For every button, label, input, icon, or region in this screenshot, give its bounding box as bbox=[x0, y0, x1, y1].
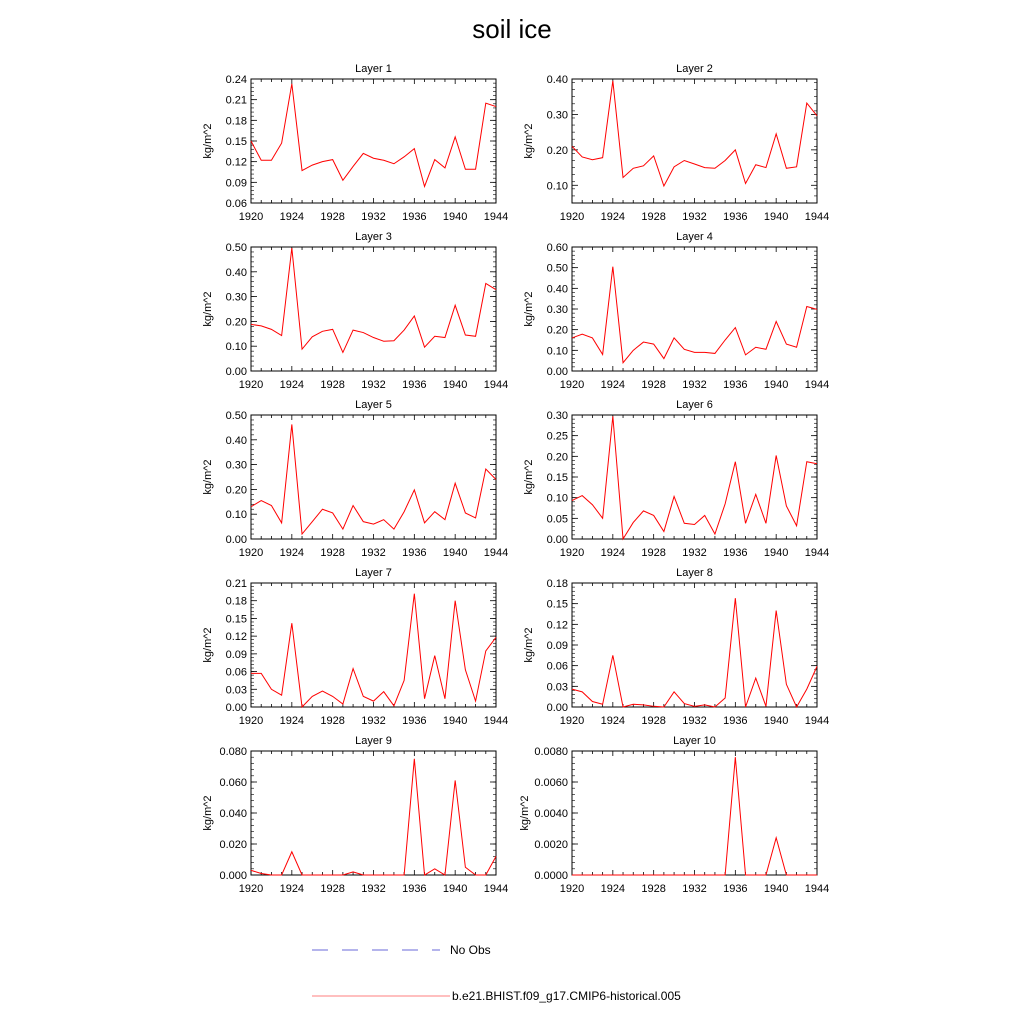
layer-5-xtick-label: 1932 bbox=[361, 547, 386, 559]
layer-4-ytick-label: 0.50 bbox=[546, 262, 568, 275]
layer-8-xtick-label: 1932 bbox=[682, 715, 707, 727]
layer-1-xtick-label: 1928 bbox=[320, 211, 345, 223]
layer-1-frame bbox=[251, 79, 496, 203]
layer-6-ytick-label: 0.00 bbox=[546, 534, 568, 546]
layer-6-ytick-label: 0.20 bbox=[546, 451, 568, 464]
layer-7-ytick-label: 0.00 bbox=[225, 702, 247, 714]
layer-8-xtick-label: 1940 bbox=[763, 715, 789, 727]
layer-4-series-line bbox=[572, 267, 817, 363]
layer-5-ytick-label: 0.10 bbox=[225, 509, 247, 522]
layer-10-ytick-label: 0.0060 bbox=[534, 777, 568, 789]
layer-8-frame bbox=[572, 583, 817, 707]
layer-1-title: Layer 1 bbox=[355, 63, 392, 75]
layer-8-title: Layer 8 bbox=[676, 567, 713, 579]
layer-3-xtick-label: 1920 bbox=[238, 379, 264, 391]
layer-7-ytick-label: 0.12 bbox=[225, 631, 247, 644]
layer-3-xtick-label: 1940 bbox=[442, 379, 468, 391]
layer-3-xtick-label: 1928 bbox=[320, 379, 345, 391]
layer-5-series-line bbox=[251, 424, 496, 534]
layer-7-ytick-label: 0.09 bbox=[225, 648, 247, 661]
layer-10-chart bbox=[519, 735, 829, 895]
layer-2-xtick-label: 1924 bbox=[600, 211, 626, 223]
layer-2-ytick-label: 0.30 bbox=[546, 109, 568, 122]
layer-4-xtick-label: 1936 bbox=[723, 379, 748, 391]
layer-7-xtick-label: 1928 bbox=[320, 715, 345, 727]
layer-5-ytick-label: 0.50 bbox=[225, 410, 247, 422]
layer-10-xtick-label: 1928 bbox=[641, 883, 666, 895]
layer-8-ytick-label: 0.15 bbox=[546, 598, 568, 611]
layer-8-xtick-label: 1944 bbox=[804, 715, 830, 727]
layer-10-xtick-label: 1932 bbox=[682, 883, 707, 895]
layer-3-xtick-label: 1944 bbox=[483, 379, 509, 391]
layer-5-xtick-label: 1944 bbox=[483, 547, 509, 559]
layer-7-xtick-label: 1944 bbox=[483, 715, 509, 727]
layer-6-ytick-label: 0.30 bbox=[546, 410, 568, 422]
layer-10-xtick-label: 1936 bbox=[723, 883, 748, 895]
layer-5-ytick-label: 0.20 bbox=[225, 484, 247, 497]
layer-6-title: Layer 6 bbox=[676, 399, 713, 411]
layer-8-xtick-label: 1924 bbox=[600, 715, 626, 727]
layer-7-ytick-label: 0.06 bbox=[225, 666, 247, 679]
layer-3-chart bbox=[202, 231, 508, 391]
layer-8-chart bbox=[523, 567, 829, 727]
layer-5-title: Layer 5 bbox=[355, 399, 392, 411]
layer-9-chart bbox=[202, 735, 508, 895]
legend-obs-line bbox=[312, 945, 442, 955]
layer-10-frame bbox=[572, 751, 817, 875]
layer-8-xtick-label: 1920 bbox=[559, 715, 585, 727]
legend-model-label: b.e21.BHIST.f09_g17.CMIP6-historical.005 bbox=[452, 989, 681, 1003]
layer-6-xtick-label: 1944 bbox=[804, 547, 830, 559]
layer-10-title: Layer 10 bbox=[673, 735, 716, 747]
layer-7-ytick-label: 0.18 bbox=[225, 595, 247, 608]
layer-2-frame bbox=[572, 79, 817, 203]
layer-9-xtick-label: 1936 bbox=[402, 883, 427, 895]
layer-5-frame bbox=[251, 415, 496, 539]
layer-7-xtick-label: 1924 bbox=[279, 715, 305, 727]
layer-5-xtick-label: 1920 bbox=[238, 547, 264, 559]
layer-4-xtick-label: 1920 bbox=[559, 379, 585, 391]
layer-7-title: Layer 7 bbox=[355, 567, 392, 579]
layer-8-xtick-label: 1928 bbox=[641, 715, 666, 727]
layer-6-xtick-label: 1928 bbox=[641, 547, 666, 559]
layer-2-xtick-label: 1936 bbox=[723, 211, 748, 223]
layer-2-xtick-label: 1944 bbox=[804, 211, 830, 223]
layer-2-xtick-label: 1940 bbox=[763, 211, 789, 223]
layer-4-ytick-label: 0.20 bbox=[546, 324, 568, 337]
layer-8-ylabel: kg/m^2 bbox=[523, 627, 535, 663]
legend-obs-label: No Obs bbox=[450, 943, 491, 957]
layer-10-ytick-label: 0.0020 bbox=[534, 839, 568, 851]
layer-4-ytick-label: 0.30 bbox=[546, 304, 568, 316]
layer-1-xtick-label: 1944 bbox=[483, 211, 509, 223]
layer-8-ytick-label: 0.03 bbox=[546, 681, 568, 694]
layer-8-xtick-label: 1936 bbox=[723, 715, 748, 727]
layer-3-title: Layer 3 bbox=[355, 231, 392, 243]
layer-5-ytick-label: 0.40 bbox=[225, 434, 247, 447]
layer-4-xtick-label: 1944 bbox=[804, 379, 830, 391]
layer-5-xtick-label: 1928 bbox=[320, 547, 345, 559]
layer-6-ytick-label: 0.05 bbox=[546, 513, 568, 526]
layer-7-ylabel: kg/m^2 bbox=[202, 627, 214, 663]
layer-4-xtick-label: 1940 bbox=[763, 379, 789, 391]
layer-2-ytick-label: 0.10 bbox=[546, 180, 568, 193]
layer-3-frame bbox=[251, 247, 496, 371]
layer-1-ytick-label: 0.24 bbox=[225, 74, 247, 86]
layer-1-xtick-label: 1940 bbox=[442, 211, 468, 223]
layer-10-series-line bbox=[572, 757, 817, 875]
layer-9-xtick-label: 1944 bbox=[483, 883, 509, 895]
layer-9-title: Layer 9 bbox=[355, 735, 392, 747]
layer-2-title: Layer 2 bbox=[676, 63, 713, 75]
layer-4-ytick-label: 0.60 bbox=[546, 242, 568, 254]
layer-1-ytick-label: 0.09 bbox=[225, 177, 247, 190]
layer-3-ytick-label: 0.50 bbox=[225, 242, 247, 254]
layer-9-xtick-label: 1940 bbox=[442, 883, 468, 895]
layer-2-xtick-label: 1932 bbox=[682, 211, 707, 223]
layer-2-ytick-label: 0.20 bbox=[546, 144, 568, 157]
layer-6-xtick-label: 1940 bbox=[763, 547, 789, 559]
layer-9-xtick-label: 1932 bbox=[361, 883, 386, 895]
layer-7-xtick-label: 1932 bbox=[361, 715, 386, 727]
layer-7-chart bbox=[202, 567, 508, 727]
layer-10-xtick-label: 1924 bbox=[600, 883, 626, 895]
layer-3-series-line bbox=[251, 248, 496, 352]
layer-4-ytick-label: 0.00 bbox=[546, 366, 568, 378]
layer-3-xtick-label: 1932 bbox=[361, 379, 386, 391]
layer-3-ylabel: kg/m^2 bbox=[202, 291, 214, 327]
layer-9-ytick-label: 0.040 bbox=[219, 808, 247, 820]
layer-7-xtick-label: 1940 bbox=[442, 715, 468, 727]
layer-6-ytick-label: 0.25 bbox=[546, 430, 568, 443]
layer-7-ytick-label: 0.15 bbox=[225, 613, 247, 626]
layer-2-ylabel: kg/m^2 bbox=[523, 123, 535, 159]
layer-1-ytick-label: 0.21 bbox=[225, 94, 247, 107]
layer-1-chart bbox=[202, 63, 508, 223]
layer-9-ytick-label: 0.020 bbox=[219, 839, 247, 851]
layer-9-ytick-label: 0.060 bbox=[219, 777, 247, 789]
layer-10-ytick-label: 0.0000 bbox=[534, 870, 568, 882]
layer-3-ytick-label: 0.20 bbox=[225, 316, 247, 329]
layer-7-ytick-label: 0.21 bbox=[225, 578, 247, 590]
layer-8-ytick-label: 0.06 bbox=[546, 660, 568, 673]
layer-5-ylabel: kg/m^2 bbox=[202, 459, 214, 495]
layer-3-ytick-label: 0.30 bbox=[225, 291, 247, 304]
layer-9-xtick-label: 1920 bbox=[238, 883, 264, 895]
layer-1-xtick-label: 1932 bbox=[361, 211, 386, 223]
layer-10-ytick-label: 0.0040 bbox=[534, 808, 568, 820]
layer-9-xtick-label: 1928 bbox=[320, 883, 345, 895]
layer-9-ylabel: kg/m^2 bbox=[202, 795, 214, 831]
legend-model-line bbox=[312, 991, 452, 1001]
layer-2-series-line bbox=[572, 81, 817, 186]
layer-8-ytick-label: 0.12 bbox=[546, 619, 568, 632]
layer-10-ylabel: kg/m^2 bbox=[519, 795, 531, 831]
layer-4-ylabel: kg/m^2 bbox=[523, 291, 535, 327]
layer-7-series-line bbox=[251, 594, 496, 707]
layer-5-ytick-label: 0.00 bbox=[225, 534, 247, 546]
figure-title: soil ice bbox=[472, 14, 552, 44]
layer-5-ytick-label: 0.30 bbox=[225, 459, 247, 472]
layer-7-frame bbox=[251, 583, 496, 707]
layer-3-xtick-label: 1936 bbox=[402, 379, 427, 391]
layer-6-ytick-label: 0.10 bbox=[546, 492, 568, 505]
layer-10-xtick-label: 1940 bbox=[763, 883, 789, 895]
layer-4-xtick-label: 1928 bbox=[641, 379, 666, 391]
layer-9-ytick-label: 0.080 bbox=[219, 746, 247, 758]
layer-4-ytick-label: 0.10 bbox=[546, 345, 568, 358]
layer-6-ytick-label: 0.15 bbox=[546, 472, 568, 484]
layer-3-ytick-label: 0.10 bbox=[225, 341, 247, 354]
layer-9-xtick-label: 1924 bbox=[279, 883, 305, 895]
layer-2-ytick-label: 0.40 bbox=[546, 74, 568, 86]
layer-5-xtick-label: 1940 bbox=[442, 547, 468, 559]
layer-4-chart bbox=[523, 231, 829, 391]
layer-4-ytick-label: 0.40 bbox=[546, 283, 568, 296]
layer-6-ylabel: kg/m^2 bbox=[523, 459, 535, 495]
layer-4-xtick-label: 1932 bbox=[682, 379, 707, 391]
layer-6-series-line bbox=[572, 416, 817, 539]
layer-9-series-line bbox=[251, 759, 496, 875]
layer-8-series-line bbox=[572, 598, 817, 707]
layer-3-xtick-label: 1924 bbox=[279, 379, 305, 391]
layer-10-xtick-label: 1920 bbox=[559, 883, 585, 895]
layer-1-ytick-label: 0.15 bbox=[225, 136, 247, 148]
layer-6-chart bbox=[523, 399, 829, 559]
layer-1-ytick-label: 0.06 bbox=[225, 198, 247, 210]
layer-4-title: Layer 4 bbox=[676, 231, 713, 243]
layer-2-chart bbox=[523, 63, 829, 223]
layer-1-ytick-label: 0.18 bbox=[225, 115, 247, 128]
layer-1-xtick-label: 1924 bbox=[279, 211, 305, 223]
layer-7-ytick-label: 0.03 bbox=[225, 684, 247, 697]
layer-10-ytick-label: 0.0080 bbox=[534, 746, 568, 758]
layer-1-ylabel: kg/m^2 bbox=[202, 123, 214, 159]
layer-1-xtick-label: 1936 bbox=[402, 211, 427, 223]
layer-7-xtick-label: 1920 bbox=[238, 715, 264, 727]
layer-5-xtick-label: 1924 bbox=[279, 547, 305, 559]
layer-2-xtick-label: 1920 bbox=[559, 211, 585, 223]
layer-8-ytick-label: 0.09 bbox=[546, 640, 568, 652]
layer-5-chart bbox=[202, 399, 508, 559]
layer-3-ytick-label: 0.00 bbox=[225, 366, 247, 378]
layer-6-xtick-label: 1936 bbox=[723, 547, 748, 559]
layer-9-ytick-label: 0.000 bbox=[219, 870, 247, 882]
layer-4-xtick-label: 1924 bbox=[600, 379, 626, 391]
layer-7-xtick-label: 1936 bbox=[402, 715, 427, 727]
layer-8-ytick-label: 0.18 bbox=[546, 578, 568, 590]
layer-6-xtick-label: 1920 bbox=[559, 547, 585, 559]
layer-3-ytick-label: 0.40 bbox=[225, 266, 247, 279]
layer-10-xtick-label: 1944 bbox=[804, 883, 830, 895]
layer-1-ytick-label: 0.12 bbox=[225, 156, 247, 169]
layer-1-xtick-label: 1920 bbox=[238, 211, 264, 223]
layer-6-xtick-label: 1924 bbox=[600, 547, 626, 559]
layer-2-xtick-label: 1928 bbox=[641, 211, 666, 223]
layer-1-series-line bbox=[251, 84, 496, 187]
layer-5-xtick-label: 1936 bbox=[402, 547, 427, 559]
layer-8-ytick-label: 0.00 bbox=[546, 702, 568, 714]
layer-6-xtick-label: 1932 bbox=[682, 547, 707, 559]
